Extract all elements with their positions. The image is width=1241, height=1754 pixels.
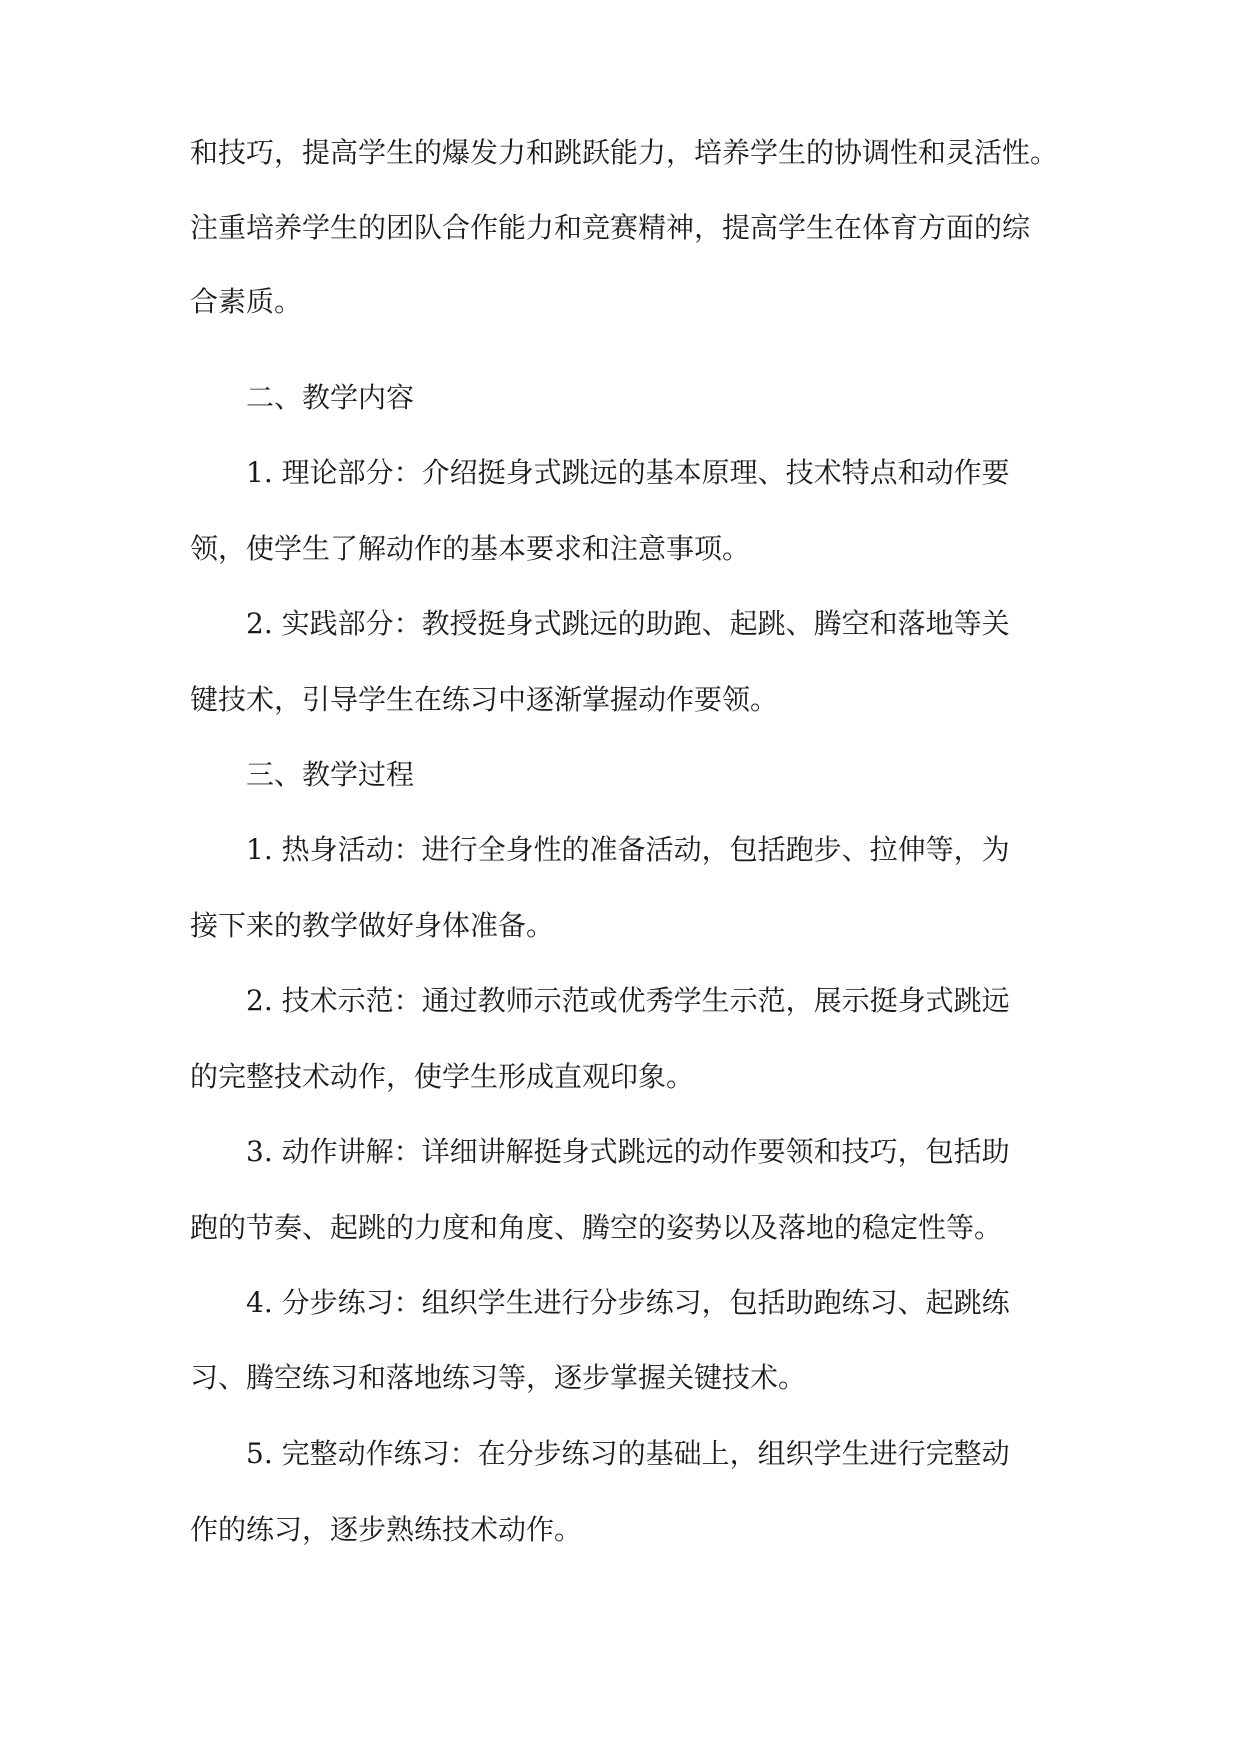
list-item: 2. 实践部分：教授挺身式跳远的助跑、起跳、腾空和落地等关 — [246, 607, 1010, 640]
paragraph-line: 和技巧，提高学生的爆发力和跳跃能力，培养学生的协调性和灵活性。 — [190, 136, 1059, 169]
list-item: 4. 分步练习：组织学生进行分步练习，包括助跑练习、起跳练 — [246, 1286, 1010, 1319]
list-item-continuation: 键技术，引导学生在练习中逐渐掌握动作要领。 — [190, 683, 779, 716]
list-item: 3. 动作讲解：详细讲解挺身式跳远的动作要领和技巧，包括助 — [246, 1135, 1010, 1168]
list-item-continuation: 领，使学生了解动作的基本要求和注意事项。 — [190, 532, 751, 565]
paragraph-line: 合素质。 — [190, 285, 303, 318]
list-item-continuation: 跑的节奏、起跳的力度和角度、腾空的姿势以及落地的稳定性等。 — [190, 1211, 1003, 1244]
list-item: 1. 理论部分：介绍挺身式跳远的基本原理、技术特点和动作要 — [246, 456, 1010, 489]
list-item-continuation: 接下来的教学做好身体准备。 — [190, 909, 555, 942]
list-item-continuation: 习、腾空练习和落地练习等，逐步掌握关键技术。 — [190, 1361, 807, 1394]
list-item-continuation: 作的练习，逐步熟练技术动作。 — [190, 1513, 583, 1546]
section-heading: 二、教学内容 — [246, 381, 415, 414]
paragraph-line: 注重培养学生的团队合作能力和竞赛精神，提高学生在体育方面的综 — [190, 211, 1031, 244]
list-item: 2. 技术示范：通过教师示范或优秀学生示范，展示挺身式跳远 — [246, 984, 1010, 1017]
section-heading: 三、教学过程 — [246, 758, 415, 791]
list-item: 5. 完整动作练习：在分步练习的基础上，组织学生进行完整动 — [246, 1437, 1010, 1470]
list-item-continuation: 的完整技术动作，使学生形成直观印象。 — [190, 1060, 695, 1093]
list-item: 1. 热身活动：进行全身性的准备活动，包括跑步、拉伸等，为 — [246, 833, 1010, 866]
